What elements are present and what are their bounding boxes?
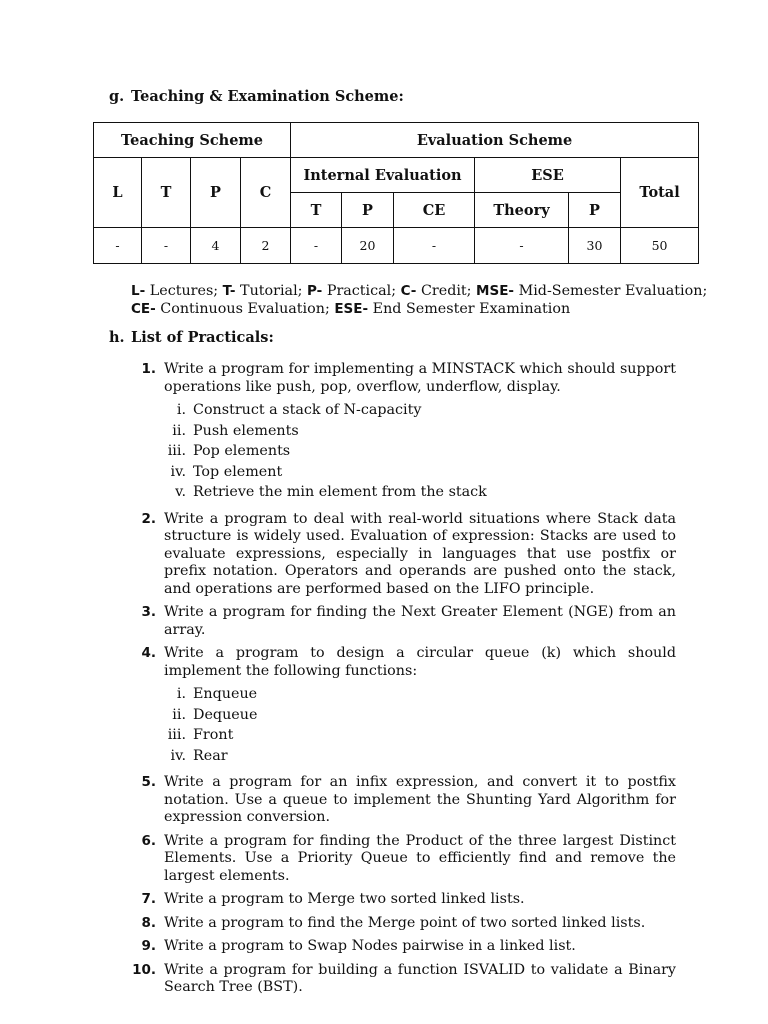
col-L-header: L <box>94 158 142 228</box>
practical-text: Write a program for building a function ISVALID to validate a Binary Search Tree (BST). <box>164 961 676 995</box>
sublist-item <box>164 686 676 707</box>
practical-text: Write a program for finding the Next Greater Element (NGE) from an array. <box>164 604 676 638</box>
ie-CE-header: CE <box>394 193 475 228</box>
sublist-text: Push elements <box>193 422 299 439</box>
col-P-header: P <box>191 158 241 228</box>
practical-number: 9. <box>141 938 156 954</box>
practical-item <box>131 361 676 505</box>
teaching-scheme-header: Teaching Scheme <box>94 123 291 158</box>
value-ese-P: 30 <box>569 228 621 264</box>
sublist-text: Retrieve the min element from the stack <box>193 484 487 500</box>
sublist-item <box>164 727 676 748</box>
value-ese-theory: - <box>475 228 569 264</box>
ie-P-header: P <box>342 193 394 228</box>
practical-item <box>131 604 676 639</box>
legend-abbr: ESE- <box>334 301 369 317</box>
practical-text: Write a program to Swap Nodes pairwise in a linked list. <box>164 938 576 954</box>
practical-number: 5. <box>141 774 156 790</box>
practical-number: 7. <box>141 891 156 907</box>
practical-text: Write a program for an infix expression, and convert it to postfix notation. Use a queue to implement the Shunting Yard Algorithm for expression conversion. <box>164 774 676 825</box>
practical-item <box>131 511 676 599</box>
sublist-item <box>164 748 676 769</box>
legend-desc: Practical; <box>322 283 401 299</box>
ie-T-header: T <box>291 193 342 228</box>
practical-text: Write a program for finding the Product of the three largest Distinct Elements. Use a Priority Queue to efficiently find and remove the largest elements. <box>164 832 676 884</box>
practical-item <box>131 891 676 909</box>
practicals-list <box>131 361 676 1003</box>
practical-number: 2. <box>141 510 156 527</box>
section-h-heading <box>109 329 274 346</box>
legend-abbr: MSE- <box>476 283 515 299</box>
legend-abbr: T- <box>222 283 236 299</box>
section-h-letter: h. <box>109 329 125 346</box>
sublist-number: iv. <box>170 747 186 764</box>
section-g-letter: g. <box>109 88 125 105</box>
practical-number: 8. <box>141 914 156 931</box>
sublist-text: Rear <box>193 747 228 764</box>
legend-abbr: CE- <box>131 301 156 317</box>
sublist-number: iii. <box>167 727 186 743</box>
value-ie-CE: - <box>394 228 475 264</box>
practical-sublist <box>164 402 676 505</box>
total-header: Total <box>621 158 699 228</box>
practical-number: 4. <box>141 645 156 661</box>
sublist-item <box>164 423 676 444</box>
sublist-text: Top element <box>193 463 283 480</box>
practical-text: Write a program for implementing a MINSTACK which should support operations like push, pop, overflow, underflow, display. <box>164 361 676 395</box>
practical-item <box>131 645 676 768</box>
sublist-number: ii. <box>172 422 186 439</box>
practical-number: 1. <box>141 361 156 377</box>
value-total: 50 <box>621 228 699 264</box>
legend-line-2 <box>131 300 691 318</box>
sublist-text: Dequeue <box>193 706 258 723</box>
sublist-item <box>164 707 676 728</box>
practical-item <box>131 915 676 933</box>
value-ie-T: - <box>291 228 342 264</box>
practical-sublist <box>164 686 676 768</box>
legend-desc: Credit; <box>416 283 477 299</box>
legend-abbr: L- <box>131 283 146 299</box>
practical-text: Write a program to find the Merge point of two sorted linked lists. <box>164 914 646 931</box>
ese-P-header: P <box>569 193 621 228</box>
legend-abbr: P- <box>307 283 323 299</box>
sublist-number: i. <box>176 686 186 702</box>
sublist-text: Construct a stack of N-capacity <box>193 402 422 418</box>
legend-desc: End Semester Examination <box>368 301 571 317</box>
section-g-title: Teaching & Examination Scheme: <box>131 88 404 105</box>
practical-text: Write a program to Merge two sorted linked lists. <box>164 891 525 907</box>
practical-item <box>131 938 676 956</box>
practical-text: Write a program to deal with real-world situations where Stack data structure is widely used. Evaluation of expression: Stacks are used to evaluate expressions, especially in languages that use postfix or prefix notation. Operators and operands are pushed onto the stack, and operations are performed based on the LIFO principle. <box>164 510 676 597</box>
sublist-text: Front <box>193 727 234 743</box>
legend-desc: Tutorial; <box>235 283 308 299</box>
legend-abbr: C- <box>400 283 417 299</box>
sublist-number: i. <box>176 402 186 418</box>
practical-item <box>131 774 676 827</box>
abbreviation-legend <box>131 282 708 318</box>
legend-desc: Lectures; <box>145 283 223 299</box>
legend-desc: Continuous Evaluation; <box>155 301 335 317</box>
legend-desc: Mid-Semester Evaluation; <box>514 283 708 299</box>
practical-text: Write a program to design a circular queue (k) which should implement the following functions: <box>164 645 676 679</box>
sublist-number: ii. <box>172 706 186 723</box>
teaching-examination-table <box>93 122 699 264</box>
col-C-header: C <box>241 158 291 228</box>
value-C: 2 <box>241 228 291 264</box>
value-L: - <box>94 228 142 264</box>
sublist-text: Pop elements <box>193 443 291 459</box>
sublist-item <box>164 402 676 423</box>
practical-item <box>131 833 676 886</box>
value-ie-P: 20 <box>342 228 394 264</box>
sublist-number: v. <box>175 484 186 500</box>
practical-item <box>131 962 676 997</box>
internal-evaluation-header: Internal Evaluation <box>291 158 475 193</box>
col-T-header: T <box>142 158 191 228</box>
practical-number: 10. <box>132 961 156 978</box>
sublist-item <box>164 464 676 485</box>
sublist-item <box>164 443 676 464</box>
section-h-title: List of Practicals: <box>131 329 274 346</box>
sublist-number: iii. <box>167 443 186 459</box>
ese-theory-header: Theory <box>475 193 569 228</box>
value-P: 4 <box>191 228 241 264</box>
ese-header: ESE <box>475 158 621 193</box>
practical-number: 3. <box>141 604 156 620</box>
legend-line-1 <box>131 282 708 300</box>
section-g-heading <box>109 88 404 105</box>
sublist-text: Enqueue <box>193 686 258 702</box>
practical-number: 6. <box>141 832 156 849</box>
value-T: - <box>142 228 191 264</box>
sublist-item <box>164 484 676 505</box>
sublist-number: iv. <box>170 463 186 480</box>
evaluation-scheme-header: Evaluation Scheme <box>291 123 699 158</box>
